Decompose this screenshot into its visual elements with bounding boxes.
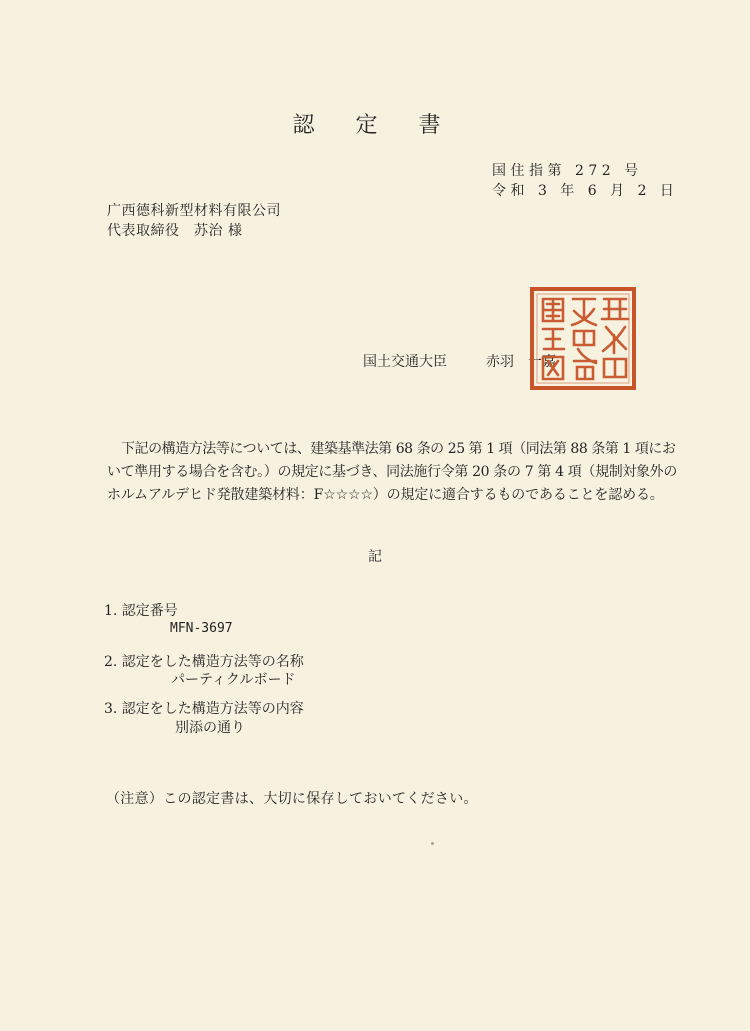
paper-speck xyxy=(431,842,434,845)
item-heading: 2. 認定をした構造方法等の名称 xyxy=(104,654,304,670)
storage-note: （注意）この認定書は、大切に保存しておいてください。 xyxy=(106,791,478,807)
item-value: MFN-3697 xyxy=(170,621,233,636)
statement-line: ホルムアルデヒド発散建築材料：F☆☆☆☆）の規定に適合するものであることを認める。 xyxy=(107,487,664,503)
ki-heading: 記 xyxy=(368,549,382,565)
issuer-name: 赤羽 一嘉 xyxy=(486,354,556,370)
statement-line: いて準用する場合を含む。）の規定に基づき、同法施行令第 20 条の 7 第 4 項（規制対象外の xyxy=(107,464,677,480)
statement-line: 下記の構造方法等については、建築基準法第 68 条の 25 第 1 項（同法第 88 条第 1 項にお xyxy=(121,441,676,457)
item-value: 別添の通り xyxy=(175,720,245,736)
issuer-title: 国土交通大臣 xyxy=(363,354,447,370)
recipient-representative: 代表取締役 苏治 様 xyxy=(107,223,243,239)
item-value: パーティクルボード xyxy=(171,672,296,688)
document-title: 認 定 書 xyxy=(292,113,458,138)
document-number: 国住指第 272 号 xyxy=(492,163,643,179)
official-seal-stamp xyxy=(530,287,636,390)
certification-statement xyxy=(107,438,677,507)
item-heading: 3. 認定をした構造方法等の内容 xyxy=(104,701,304,717)
item-heading: 1. 認定番号 xyxy=(104,603,178,619)
recipient-company: 广西德科新型材料有限公司 xyxy=(107,203,281,219)
document-date: 令和 3 年 6 月 2 日 xyxy=(492,183,679,199)
